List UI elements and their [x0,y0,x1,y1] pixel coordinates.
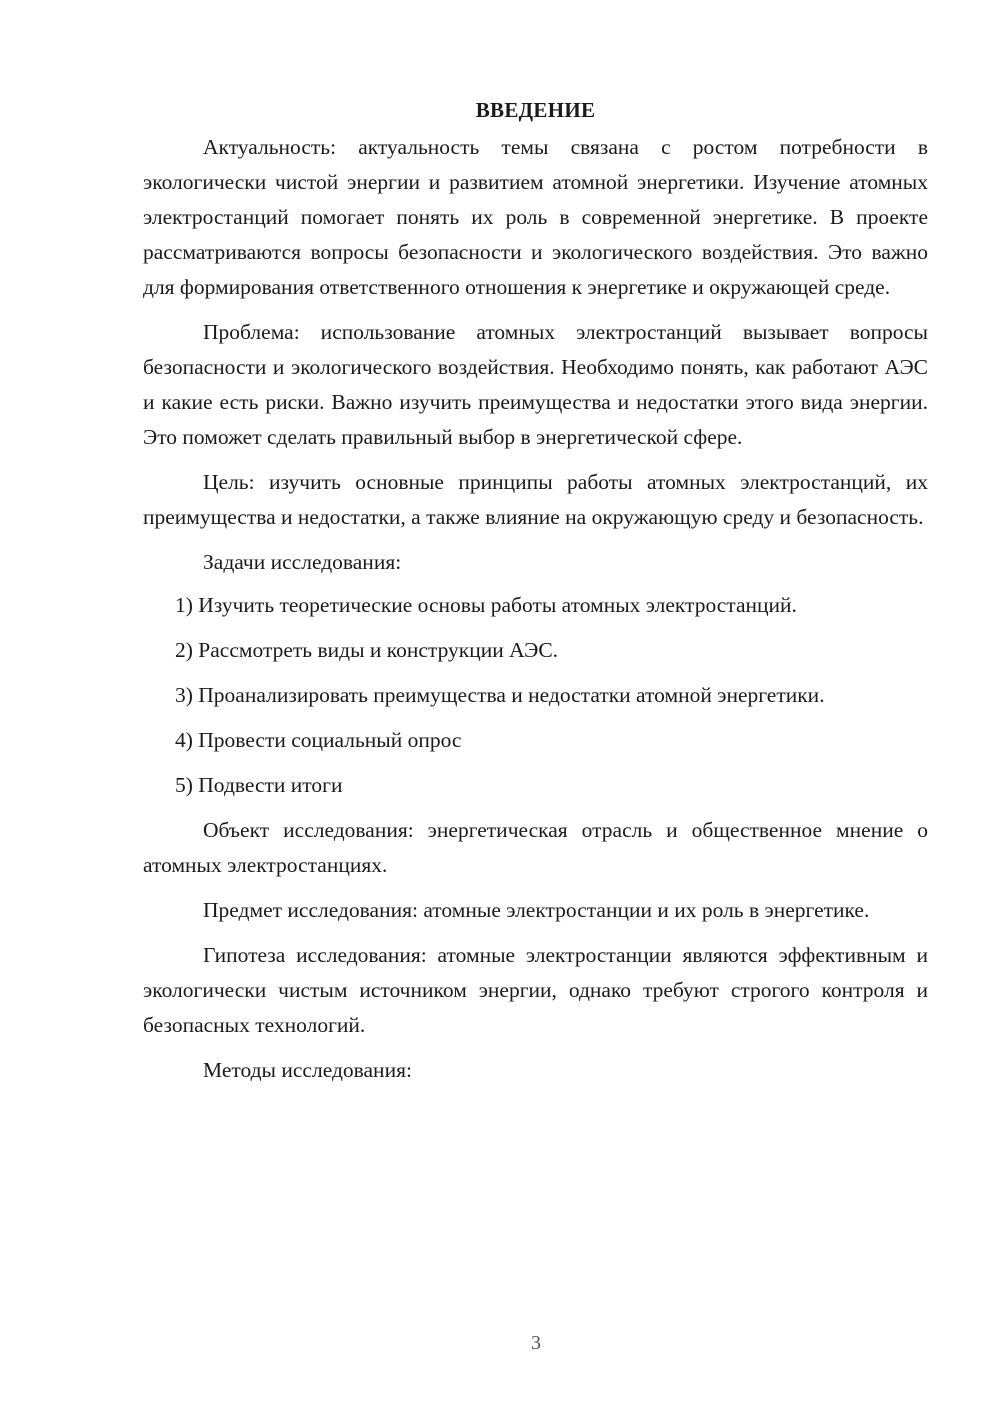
section-heading: ВВЕДЕНИЕ [475,98,596,122]
task-item-1: 1) Изучить теоретические основы работы атомных электростанций. [175,593,797,617]
methods-title: Методы исследования: [203,1058,412,1082]
task-item-2: 2) Рассмотреть виды и конструкции АЭС. [175,638,559,662]
paragraph-goal: Цель: изучить основные принципы работы атомных электростанций, их преимущества и недостатки, а также влияние на окружающую среду и безопасность. [143,470,928,529]
task-item-3: 3) Проанализировать преимущества и недостатки атомной энергетики. [175,683,825,707]
task-item-5: 5) Подвести итоги [175,773,343,797]
paragraph-object: Объект исследования: энергетическая отрасль и общественное мнение о атомных электростанциях. [143,818,928,877]
document-page [143,92,928,1098]
paragraph-hypothesis: Гипотеза исследования: атомные электростанции являются эффективным и экологически чистым источником энергии, однако требуют строгого контроля и безопасных технологий. [143,943,928,1037]
paragraph-relevance: Актуальность: актуальность темы связана с ростом потребности в экологически чистой энергии и развитием атомной энергетики. Изучение атомных электростанций помогает понять их роль в современной энергетике. В проекте рассматриваются вопросы безопасности и экологического воздействия. Это важно для формирования ответственного отношения к энергетике и окружающей среде. [143,135,928,299]
tasks-title: Задачи исследования: [203,550,402,574]
paragraph-problem: Проблема: использование атомных электростанций вызывает вопросы безопасности и экологического воздействия. Необходимо понять, как работают АЭС и какие есть риски. Важно изучить преимущества и недостатки этого вида энергии. Это поможет сделать правильный выбор в энергетической сфере. [143,320,928,449]
task-item-4: 4) Провести социальный опрос [175,728,462,752]
page-number: 3 [531,1332,541,1354]
paragraph-subject: Предмет исследования: атомные электростанции и их роль в энергетике. [203,898,870,922]
